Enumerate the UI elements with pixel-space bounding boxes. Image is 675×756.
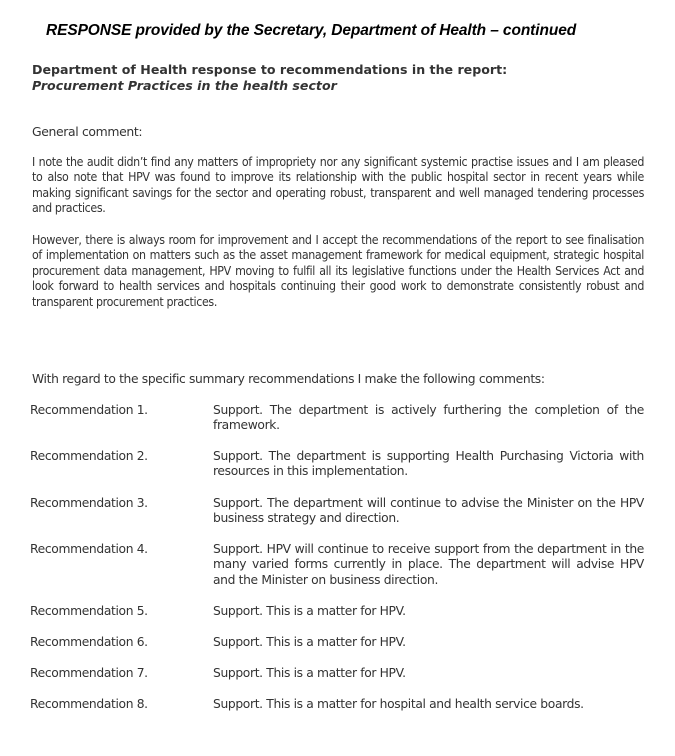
recommendation-response: Support. The department is actively furthering the completion of the framework. bbox=[213, 403, 644, 433]
paragraph-audit-findings: I note the audit didn’t find any matters of impropriety nor any significant systemic practise issues and I am pleased to also note that HPV was found to improve its relationship with the public hospital sector in recent years while making significant savings for the sector and operating robust, transparent and well managed tendering processes and practices. bbox=[32, 155, 644, 216]
recommendation-row bbox=[30, 666, 644, 681]
document-subtitle: Procurement Practices in the health sector bbox=[32, 78, 337, 93]
recommendation-row bbox=[30, 449, 644, 480]
recommendation-response: Support. This is a matter for HPV. bbox=[213, 604, 406, 618]
recommendation-response: Support. HPV will continue to receive support from the department in the many varied forms currently in place. The department will advise HPV and the Minister on business direction. bbox=[213, 542, 644, 587]
recommendation-row bbox=[30, 604, 644, 619]
recommendation-row bbox=[30, 496, 644, 527]
document-title-block bbox=[32, 62, 507, 94]
recommendation-response: Support. This is a matter for HPV. bbox=[213, 666, 406, 680]
general-comment-label: General comment: bbox=[32, 124, 143, 139]
recommendation-row bbox=[30, 542, 644, 588]
recommendation-response: Support. This is a matter for HPV. bbox=[213, 635, 406, 649]
recommendation-row bbox=[30, 403, 644, 434]
recommendation-row bbox=[30, 635, 644, 650]
recommendation-label: Recommendation 1. bbox=[30, 403, 148, 417]
recommendation-label: Recommendation 2. bbox=[30, 449, 148, 463]
page-header: RESPONSE provided by the Secretary, Department of Health – continued bbox=[46, 22, 577, 39]
recommendation-label: Recommendation 4. bbox=[30, 542, 148, 556]
paragraph-improvement: However, there is always room for improvement and I accept the recommendations of the report to see finalisation of implementation on matters such as the asset management framework for medical equipment, strategic hospital procurement data management, HPV moving to fulfil all its legislative functions under the Health Services Act and look forward to health services and hospitals continuing their good work to demonstrate consistently robust and transparent procurement practices. bbox=[32, 233, 644, 309]
recommendation-response: Support. This is a matter for hospital and health service boards. bbox=[213, 697, 584, 711]
recommendation-label: Recommendation 8. bbox=[30, 697, 148, 711]
recommendation-label: Recommendation 6. bbox=[30, 635, 148, 649]
recommendation-label: Recommendation 3. bbox=[30, 496, 148, 510]
recommendation-row bbox=[30, 697, 644, 712]
recommendation-response: Support. The department will continue to advise the Minister on the HPV business strategy and direction. bbox=[213, 496, 644, 526]
recommendation-label: Recommendation 5. bbox=[30, 604, 148, 618]
recommendation-response: Support. The department is supporting Health Purchasing Victoria with resources in this implementation. bbox=[213, 449, 644, 479]
document-title: Department of Health response to recommendations in the report: bbox=[32, 62, 508, 77]
recommendations-intro: With regard to the specific summary recommendations I make the following comments: bbox=[32, 372, 545, 386]
recommendation-label: Recommendation 7. bbox=[30, 666, 148, 680]
